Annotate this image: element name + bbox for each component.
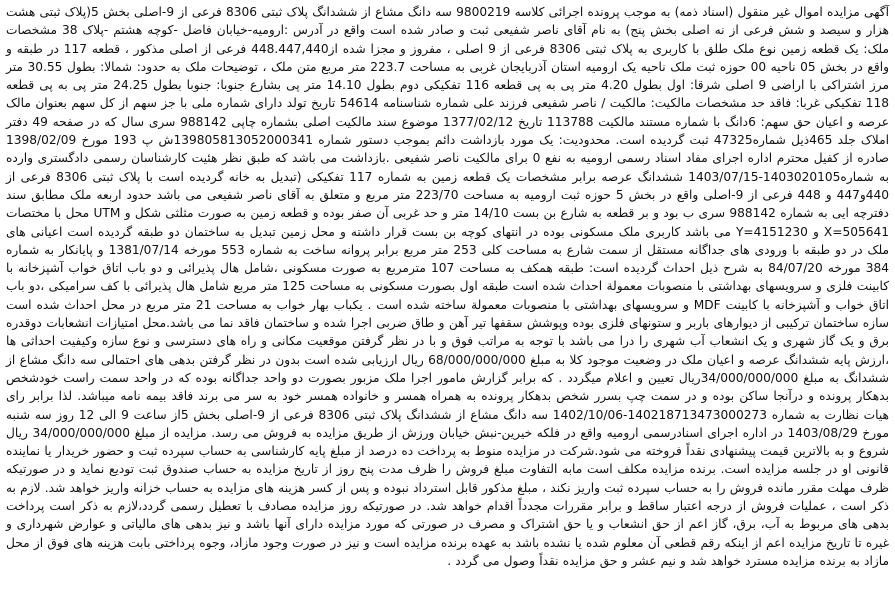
auction-notice-text: آگهی مزایده اموال غیر منقول (اسناد ذمه) به موجب پرونده اجرائی کلاسه 9800219 سه دانگ مشاع از ششدانگ پلاک ثبتی 8306 فرعی از 9-اصلی بخش 5(پلاک ثبتی هشت هزار و سیصد و شش فرعی از نه اصلی بخش پنج) به نام آقای ناصر شفیعی ثبت و صادر شده است واقع در آدرس :ارومیه-خیابان فاضل -کوچه هشتم -پلاک 38 مشخصات ملک: یک قطعه زمین نوع ملک طلق با کاربری به پلاک ثبتی 8306 فرعی از 9 اصلی ، مفروز و مجزا شده از448.447,440 فرعی از اصلی مذکور ، قطعه 117 در طبقه و واقع در بخش 05 ناحیه 00 حوزه ثبت ملک ناحیه یک ارومیه استان آذربایجان غربی به مساحت 223.7 متر مربع متن ملک ، توضیحات ملک به حدود: شمالا: بطول 30.55 متر مرز اشتراکی با اراضی 9 اصلی شرقا: اول بطول 4.20 متر پی به پی قطعه 116 تفکیکی دوم بطول 14.10 متر پی بشارع جنوبا: جنوبا بطول 24.25 متر پی به پی قطعه 118 تفکیکی غربا: فاقد حد مشخصات مالکیت: مالکیت / ناصر شفیعی فرزند علی شماره شناسنامه 54614 تاریخ تولد دارای شماره ملی با جز سهم از کل سهم بعنوان مالک عرصه و اعیان حق سهم: 6دانگ با شماره مستند مالکیت 113788 تاریخ 1377/02/12 موضوع سند مالکیت اصلی بشماره چاپی 988142 سری سال که در صفحه 49 دفتر املاک جلد 465ذیل شماره47325 ثبت گردیده است. محدودیت: یک مورد بازداشت دائم بموجب دستور شماره 139805813052000341ش پ 193 مورخ 1398/02/09 صادره از کفیل محترم اداره اجرای مفاد اسناد رسمی ارومیه به نفع 0 برای مالکیت ناصر شفیعی .بازداشت می باشد که طبق نظر هئیت کارشناسان رسمی دادگستری وارده به شماره1403020105-1403/07/15 ششدانگ عرصه برابر مشخصات یک قطعه زمین به شماره 117 تفکیکی (تبدیل به خانه گردیده است با پلاک ثبتی 8306 فرعی از 440و447 و 448 فرعی از 9-اصلی واقع در بخش 5 حوزه ثبت ارومیه به مساحت 223/70 متر مربع و متعلق به آقای ناصر شفیعی می باشد حدود اربعه ملک مطابق سند دفترچه ایی به شماره 988142 سری ب بود و بر قطعه به شارع بن بست 14/10 متر و حد غربی آن صفر بوده و قطعه زمین به صورت مثلثی شکل و UTM محل با مختصات X=505641 و Y=4151230 می باشد کاربری ملک مسکونی بوده در انتهای کوچه بن بست قرار داشته و محل زمین تبدیل به ساختمان دو طبقه گردیده است اعیانی های ملک در دو طبقه با ورودی های جداگانه مستقل از سمت شارع به مساحت کلی 253 متر مربع برابر پروانه ساخت به شماره 553 مورخه 1381/07/14 و پایانکار به شماره 384 مورخه 84/07/20 به شرح ذیل احداث گردیده است: طبقه همکف به مساحت 107 مترمربع به صورت مسکونی ،شامل هال پذیرائی و دو باب اتاق خواب آشپزخانه با کابینت فلزی و سرویسهای بهداشتی با منصوبات معمولة احداث شده است طبقه اول بصورت مسکونی به مساحت 125 متر مربع شامل هال پذیرائی با کف سرامیکی ،دو باب اتاق خواب و آشپزخانه با کابینت MDF و سرویسهای بهداشتی با منصوبات معمولة ساخته شده است . یکباب بهار خواب به مساحت 21 متر مربع در محل احداث شده است سازه ساختمان ترکیبی از دیوارهای باربر و ستونهای فلزی بوده وپوشش سقفها تیر آهن و طاق ضربی اجرا شده و ساختمان فاقد نما می باشد.محل امتیازات انشعابات دوقدره برق و یک گاز شهری و یک انشعاب آب شهری را درا می باشد با توجه به مراتب فوق و با در نظر گرفتن موقعیت مکانی و راه های دسترسی و نوع سازه وکیفیت احداثی ها ،ارزش پایه ششدانگ عرصه و اعیان ملک در وضعیت موجود کلا به مبلغ 68/000/000/000 ریال ارزیابی شده است بدون در نظر گرفتن بدهی های احتمالی سه دانگ مشاع از ششدانگ به مبلغ 34/000/000/000ریال تعیین و اعلام میگردد . که برابر گزارش مامور اجرا ملک مزبور بصورت دو واحد جداگانه بوده که در واحد سمت راست خودشخص بدهکار پرونده و درآنجا ساکن بوده و در سمت چپ بسرر شخص بدهکار پرونده به همراه همسر و خانواده همسر خود به سر می برند فاقد بیمه نامه میباشد. لذا برابر رای هیات نظارت به شماره 140218713473000273-1402/10/06 سه دانگ مشاع از ششدانگ پلاک ثبتی 8306 فرعی از 9-اصلی بخش 5از ساعت 9 الی 12 روز سه شنبه مورخ 1403/08/29 در اداره اجرای اسنادرسمی ارومیه واقع در فلکه خیرین-نبش خیابان ورزش از طریق مزایده به فروش می رسد. مزایده از مبلغ 34/000/000/000 ریال شروع و به بالاترین قیمت پیشنهادی نقداً فروخته می شود.شرکت در مزایده منوط به پرداخت ده درصد از مبلغ پایه کارشناسی به حساب سپرده ثبت و حضور خریدار یا نماینده قانونی او در جلسه مزایده است. برنده مزایده مکلف است مابه التفاوت مبلغ فروش را ظرف مدت پنج روز از تاریخ مزایده به حساب صندوق ثبت تودیع نماید و در صورتیکه ظرف مهلت مقرر مانده فروش را به حساب سپرده ثبت واریز نکند ، مبلغ مذکور قابل استرداد نبوده و پس از کسر هزینه های مزایده به حساب خزانه واریز خواهد شد. لازم به ذکر است ، عملیات فروش از درجه اعتبار ساقط و برابر مقررات مجدداً اقدام خواهد شد. در صورتیکه روز مزایده مصادف با تعطیل رسمی گردد،لازم به ذکر است پرداخت بدهی های مربوط به آب، برق، گاز اعم از حق انشعاب و یا حق اشتراک و مصرف در صورتی که مورد مزایده دارای آنها باشد و نیز بدهی های مالیاتی و عوارض شهرداری و غیره تا تاریخ مزایده اعم از اینکه رقم قطعی آن معلوم شده یا نشده باشد به عهده برنده مزایده است و نیز در صورت وجود مازاد، وجوه پرداختی بابت هزینه های فوق از محل مازاد به برنده مزایده مسترد خواهد شد و نیم عشر و حق مزایده نقداً وصول می گردد . [6,5,890,568]
